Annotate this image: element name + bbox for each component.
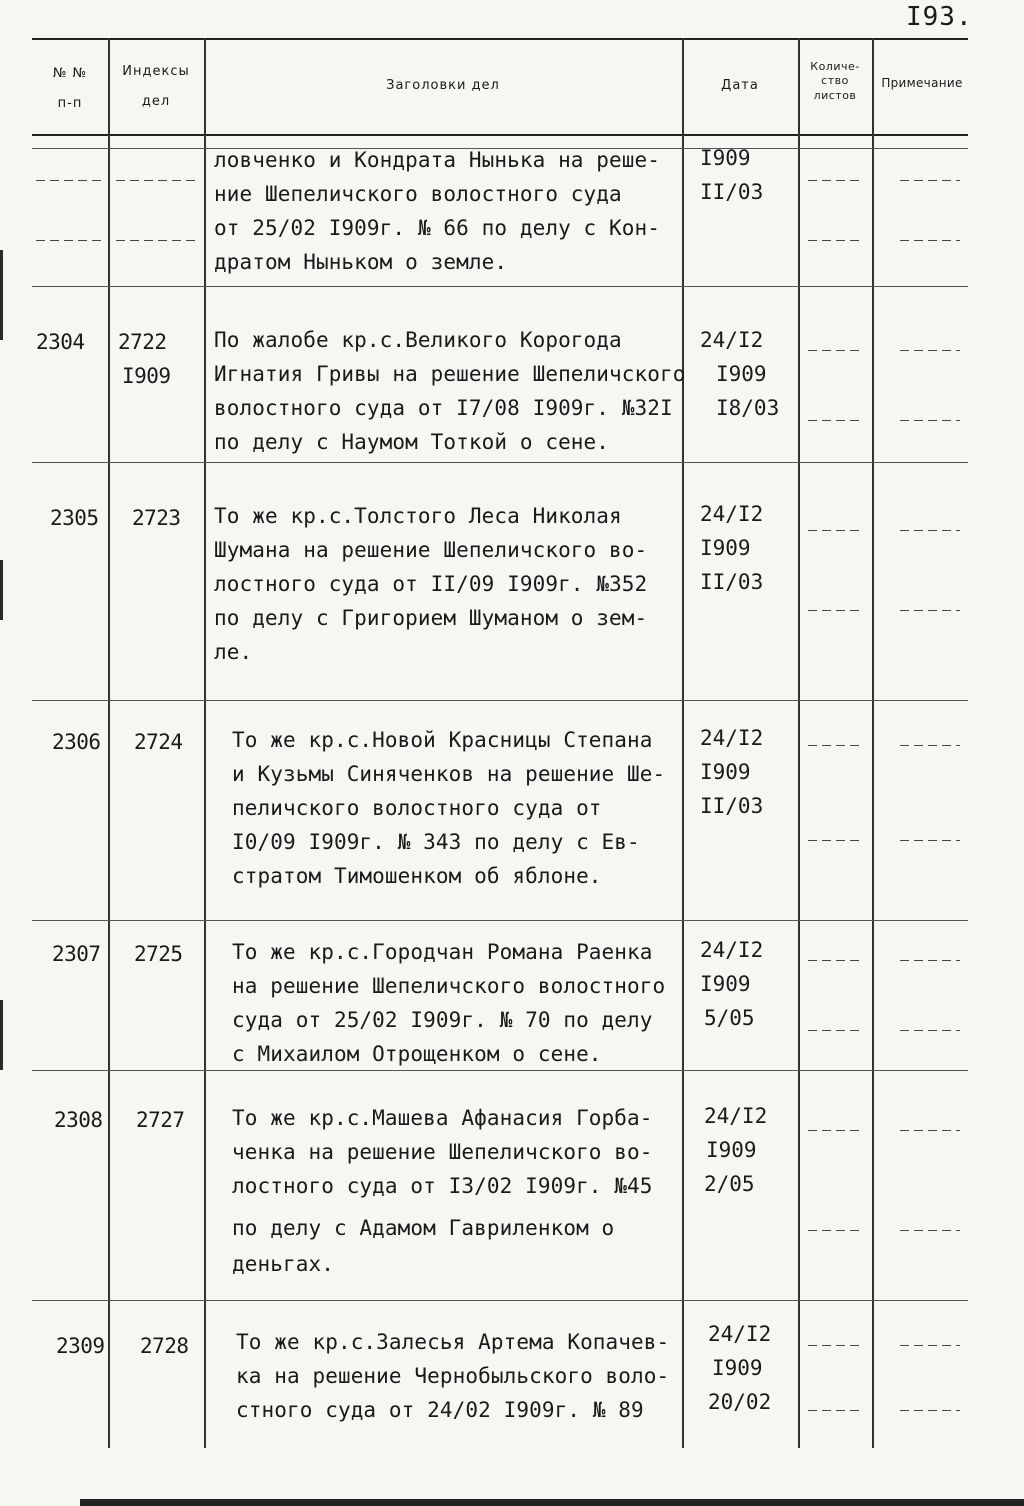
dash-rule [808,1130,864,1131]
dash-rule [900,1410,960,1411]
entry-title-line: То же кр.с.Новой Красницы Степана [232,728,653,752]
entry-date: 24/I2 [700,726,764,750]
entry-title-line: То же кр.с.Городчан Романа Раенка [232,940,653,964]
entry-index: 2728 [140,1334,189,1358]
entry-title-line: I0/09 I909г. № 343 по делу с Ев- [232,830,640,854]
column-divider [204,38,206,1448]
dash-rule [808,530,864,531]
dash-rule [900,745,960,746]
dash-rule [808,420,864,421]
dash-rule [900,1030,960,1031]
entry-date: I909 [716,362,767,386]
entry-date: II/03 [700,180,764,204]
entry-date: 24/I2 [708,1322,772,1346]
column-divider [798,38,800,1448]
entry-number: 2307 [52,942,101,966]
entry-title-line: волостного суда от I7/08 I909г. №32I [214,396,673,420]
dash-rule [808,1030,864,1031]
dash-rule [808,745,864,746]
entry-title-line: ловченко и Кондрата Нынька на реше- [214,148,661,172]
header-num: № № п-п [52,66,88,112]
entry-title-line: Шумана на решение Шепеличского во- [214,538,648,562]
dash-rule [900,1345,960,1346]
entry-number: 2305 [50,506,99,530]
entry-title-line: от 25/02 I909г. № 66 по делу с Кон- [214,216,661,240]
entry-date: I909 [700,536,751,560]
entry-title-line: по делу с Наумом Тоткой о сене. [214,430,610,454]
dash-rule [808,240,864,241]
dash-rule [900,840,960,841]
row-rule [32,1300,968,1301]
header-index: Индексы дел [122,64,190,110]
dash-rule [808,1345,864,1346]
dash-rule [116,240,200,241]
entry-title-line: стратом Тимошенком об яблоне. [232,864,602,888]
entry-title-line: То же кр.с.Залесья Артема Копачев- [236,1330,670,1354]
row-rule [32,1070,968,1071]
entry-date: I909 [700,972,751,996]
entry-number: 2308 [54,1108,103,1132]
scan-bottom-edge [80,1499,1024,1506]
entry-date: II/03 [700,570,764,594]
entry-index: 2727 [136,1108,185,1132]
entry-number: 2309 [56,1334,105,1358]
row-rule [32,700,968,701]
page-number: I93. [906,2,973,32]
scan-edge [0,560,3,620]
entry-title-line: по делу с Адамом Гавриленком о [232,1216,615,1240]
entry-title-line: с Михаилом Отрощенком о сене. [232,1042,602,1066]
entry-title-line: ние Шепеличского волостного суда [214,182,622,206]
entry-date: II/03 [700,794,764,818]
table-top-border [32,38,968,40]
entry-number: 2306 [52,730,101,754]
dash-rule [808,960,864,961]
entry-title-line: То же кр.с.Толстого Леса Николая [214,504,622,528]
entry-date: 20/02 [708,1390,772,1414]
entry-date: 24/I2 [700,328,764,352]
dash-rule [900,350,960,351]
entry-title-line: лостного суда от II/09 I909г. №352 [214,572,648,596]
dash-rule [116,180,200,181]
entry-date: I909 [706,1138,757,1162]
entry-index: 2723 [132,506,181,530]
entry-title-line: деньгах. [232,1252,334,1276]
entry-index: 2725 [134,942,183,966]
entry-title-line: пеличского волостного суда от [232,796,602,820]
dash-rule [36,180,102,181]
dash-rule [900,960,960,961]
entry-title-line: и Кузьмы Синяченков на решение Ше- [232,762,666,786]
dash-rule [808,1410,864,1411]
entry-index-year: I909 [122,364,171,388]
entry-date: 2/05 [704,1172,755,1196]
header-date: Дата [721,78,759,93]
entry-title-line: по делу с Григорием Шуманом о зем- [214,606,648,630]
entry-date: I909 [700,146,751,170]
dash-rule [900,420,960,421]
column-divider [872,38,874,1448]
entry-date: I909 [700,760,751,784]
dash-rule [36,240,102,241]
entry-number: 2304 [36,330,85,354]
dash-rule [808,350,864,351]
header-sheets: Количе- ство листов [810,60,860,102]
entry-date: 24/I2 [700,502,764,526]
entry-title-line: стного суда от 24/02 I909г. № 89 [236,1398,644,1422]
entry-date: 24/I2 [704,1104,768,1128]
column-divider [682,38,684,1448]
entry-title-line: ле. [214,640,253,664]
column-divider [108,38,110,1448]
header-bottom-border [32,134,968,136]
header-note: Примечание [881,76,963,90]
entry-title-line: лостного суда от I3/02 I909г. №45 [232,1174,653,1198]
scan-edge [0,1000,3,1070]
entry-title-line: Игнатия Гривы на решение Шепеличского [214,362,686,386]
dash-rule [900,1230,960,1231]
entry-title-line: ченка на решение Шепеличского во- [232,1140,653,1164]
entry-title-line: на решение Шепеличского волостного [232,974,666,998]
entry-date: I8/03 [716,396,780,420]
dash-rule [808,840,864,841]
dash-rule [900,240,960,241]
entry-title-line: дратом Ныньком о земле. [214,250,508,274]
entry-title-line: суда от 25/02 I909г. № 70 по делу [232,1008,653,1032]
scan-edge [0,250,3,340]
header-title: Заголовки дел [386,78,500,93]
dash-rule [900,610,960,611]
entry-date: I909 [712,1356,763,1380]
dash-rule [900,1130,960,1131]
dash-rule [900,530,960,531]
row-rule [32,920,968,921]
entry-index: 2724 [134,730,183,754]
dash-rule [808,180,864,181]
entry-date: 5/05 [704,1006,755,1030]
dash-rule [808,610,864,611]
dash-rule [900,180,960,181]
entry-index: 2722 [118,330,167,354]
entry-title-line: То же кр.с.Машева Афанасия Горба- [232,1106,653,1130]
entry-title-line: По жалобе кр.с.Великого Корогода [214,328,622,352]
entry-title-line: ка на решение Чернобыльского воло- [236,1364,670,1388]
dash-rule [808,1230,864,1231]
row-rule [32,286,968,287]
entry-date: 24/I2 [700,938,764,962]
row-rule [32,462,968,463]
